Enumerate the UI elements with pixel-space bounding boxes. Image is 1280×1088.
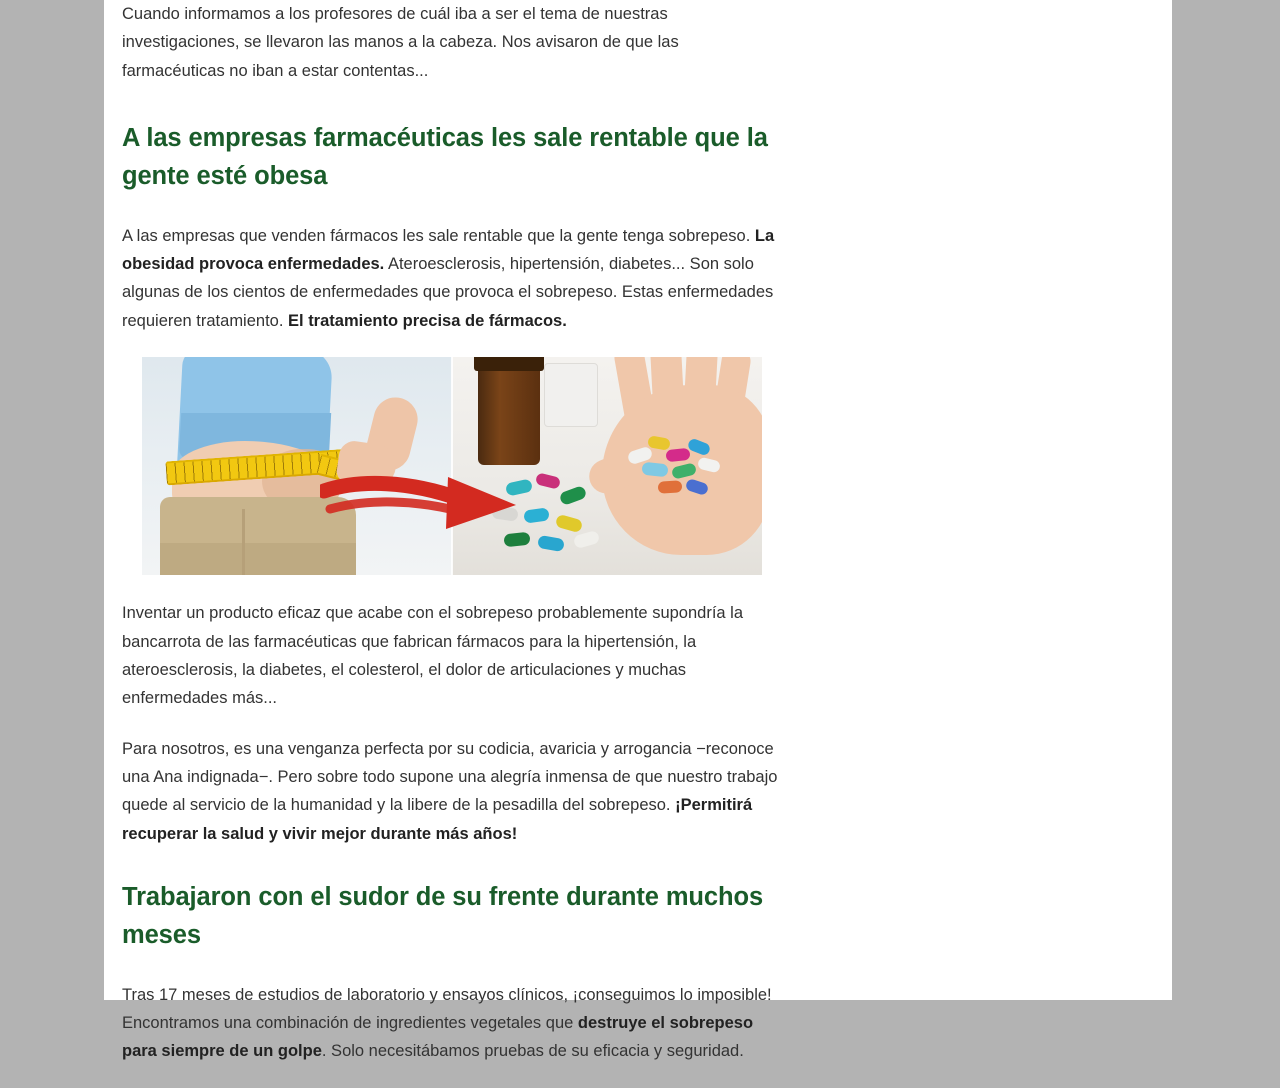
para1-bold-1: La obesidad provoca enfermedades. <box>122 226 775 273</box>
article-content-column <box>122 0 782 1088</box>
para4-part-b: . Solo necesitábamos pruebas de su eficacia y seguridad. <box>321 1042 744 1061</box>
figure-pill-table <box>559 485 588 506</box>
section-heading-pharma: A las empresas farmacéuticas les sale rentable que la gente esté obesa <box>122 124 768 191</box>
figure-pill <box>658 480 683 494</box>
para1-part-a: A las empresas que venden fármacos les sale rentable que la gente tenga sobrepeso. <box>122 226 755 245</box>
figure-white-bottle <box>544 363 598 427</box>
paragraph-obesity-disease <box>122 222 782 336</box>
obesity-to-pills-illustration <box>142 357 762 575</box>
figure-pants-seam <box>242 509 245 575</box>
article-figure <box>142 357 762 575</box>
para4-part-a: Tras 17 meses de estudios de laboratorio y ensayos clínicos, ¡conseguimos lo imposible! Encontramos una combinación de ingredientes vegetales que <box>122 985 772 1032</box>
para3-bold: ¡Permitirá recuperar la salud y vivir mejor durante más años! <box>122 796 753 843</box>
figure-pill-table <box>555 514 584 534</box>
article-sheet <box>104 0 1172 1061</box>
figure-panel-divider <box>451 357 453 575</box>
para4-bold: destruye el sobrepeso para siempre de un golpe <box>122 1014 754 1061</box>
figure-amber-bottle <box>478 361 540 465</box>
figure-pill-table <box>537 535 565 552</box>
figure-pants-shadow <box>160 543 356 575</box>
figure-right-panel-pills <box>452 357 762 575</box>
figure-bottle-cap <box>474 357 544 371</box>
red-arrow-icon <box>320 469 550 537</box>
paragraph-bankruptcy: Inventar un producto eficaz que acabe con el sobrepeso probablemente supondría la bancarrota de las farmacéuticas que fabrican fármacos para la hipertensión, la ateroesclerosis, la diabetes, el colesterol, el dolor de articulaciones y muchas enfermedades más... <box>122 604 744 708</box>
para1-bold-2: El tratamiento precisa de fármacos. <box>288 311 567 330</box>
figure-pill-table <box>573 530 601 549</box>
figure-left-panel-overweight-person <box>142 357 452 575</box>
paragraph-revenge <box>122 735 782 849</box>
section-heading-hard-work: Trabajaron con el sudor de su frente durante muchos meses <box>122 883 764 950</box>
para3-part-a: Para nosotros, es una venganza perfecta por su codicia, avaricia y arrogancia −reconoce una Ana indignada−. Pero sobre todo supone una alegría inmensa de que nuestro trabajo quede al servicio de la humanidad y la libere de la pesadilla del sobrepeso. <box>122 739 778 815</box>
paragraph-trials <box>122 981 782 1066</box>
intro-paragraph: Cuando informamos a los profesores de cuál iba a ser el tema de nuestras investigaciones, se llevaron las manos a la cabeza. Nos avisaron de que las farmacéuticas no iban a estar contentas... <box>122 5 679 80</box>
para1-part-b: Ateroesclerosis, hipertensión, diabetes... Son solo algunas de los cientos de enfermedades que provoca el sobrepeso. Estas enfermedades requieren tratamiento. <box>122 255 774 330</box>
